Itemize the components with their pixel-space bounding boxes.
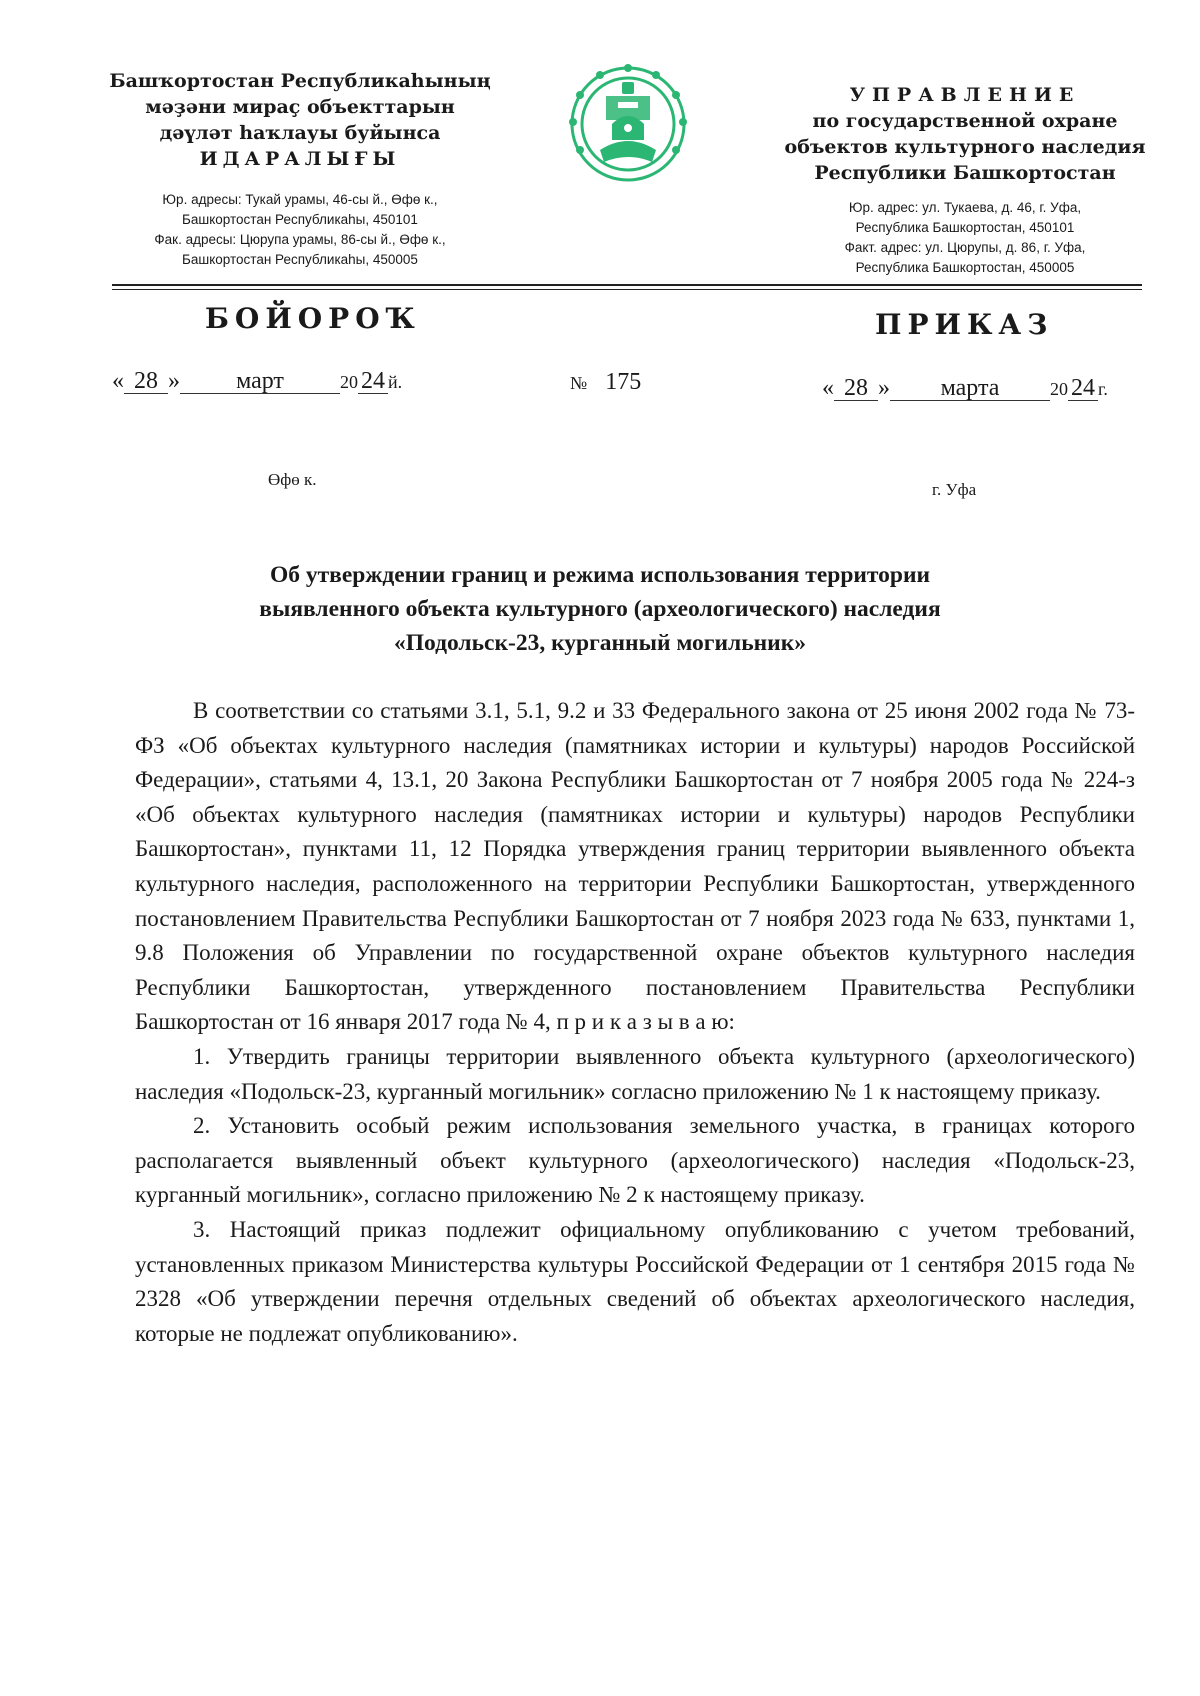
bashkortostan-coat-of-arms-icon (566, 62, 690, 186)
address-line: Юр. адрес: ул. Тукаева, д. 46, г. Уфа, (848, 200, 1082, 215)
title-line: Об утверждении границ и режима использования территории (269, 562, 931, 588)
title-line: выявленного объекта культурного (археологического) наследия (259, 596, 941, 622)
date-month: марта (890, 376, 1050, 401)
header-divider (112, 284, 1142, 286)
quote-open: « (112, 368, 124, 394)
date-month: март (180, 369, 340, 394)
date-year-prefix: 20 (340, 372, 358, 392)
header-left-line4: ИДАРАЛЫҒЫ (199, 148, 401, 170)
date-year-mark: г. (1098, 379, 1108, 399)
address-line: Башкортостан Республикаһы, 450005 (182, 252, 418, 267)
city-right: г. Уфа (932, 480, 977, 499)
header-right-line2: по государственной охране (812, 110, 1118, 132)
header-right (775, 82, 1155, 186)
address-line: Республика Башкортостан, 450005 (855, 260, 1075, 275)
header-left (95, 68, 505, 172)
body-paragraph-item-1: 1. Утвердить границы территории выявленного объекта культурного (археологического) наследия «Подольск-23, курганный могильник» согласно приложению № 1 к настоящему приказу. (135, 1043, 1135, 1104)
title-line: «Подольск-23, курганный могильник» (393, 630, 807, 656)
header-right-line1: УПРАВЛЕНИЕ (849, 84, 1081, 106)
header-divider-thin (112, 289, 1142, 290)
doc-number (570, 369, 641, 396)
city-left: Өфө к. (268, 470, 317, 489)
body-paragraph-preamble: В соответствии со статьями 3.1, 5.1, 9.2 и 33 Федерального закона от 25 июня 2002 года № 73-ФЗ «Об объектах культурного наследия (памятниках истории и культуры) народов Российской Федерации», статьями 4, 13.1, 20 Закона Республики Башкортостан от 7 ноября 2005 года № 224-з «Об объектах культурного наследия (памятниках истории и культуры) народов Республики Башкортостан», пунктами 11, 12 Порядка утверждения границ территории выявленного объекта культурного наследия, расположенного на территории Республики Башкортостан, утвержденного постановлением Правительства Республики Башкортостан от 7 ноября 2023 года № 633, пунктами 1, 9.8 Положения об Управлении по государственной охране объектов культурного наследия Республики Башкортостан, утвержденного постановлением Правительства Республики Башкортостан от 16 января 2017 года № 4, п р и к а з ы в а ю: (135, 698, 1135, 1035)
header-right-address (800, 198, 1130, 278)
doc-type-russian: ПРИКАЗ (875, 308, 1054, 341)
address-line: Фак. адресы: Цюрупа урамы, 86-сы й., Өфө к., (154, 232, 446, 247)
date-year-suffix: 24 (1068, 376, 1098, 401)
doc-type-bashkir: БОЙОРОҠ (205, 302, 421, 335)
date-day: 28 (124, 369, 168, 394)
address-line: Башкортостан Республикаһы, 450101 (182, 212, 418, 227)
header-right-line4: Республики Башкортостан (814, 162, 1116, 184)
address-line: Юр. адресы: Тукай урамы, 46-сы й., Өфө к., (162, 192, 438, 207)
header-left-line1: Башҡортостан Республикаһының (109, 70, 491, 92)
date-day: 28 (834, 376, 878, 401)
quote-open: « (822, 375, 834, 401)
body-paragraph-item-3: 3. Настоящий приказ подлежит официальному опубликованию с учетом требований, установленных приказом Министерства культуры Российской Федерации от 1 сентября 2015 года № 2328 «Об утверждении перечня отдельных сведений об объектах археологического наследия, которые не подлежат опубликованию». (135, 1216, 1135, 1346)
date-left (112, 368, 402, 395)
date-year-prefix: 20 (1050, 379, 1068, 399)
quote-close: » (878, 375, 890, 401)
document-body (135, 694, 1135, 1351)
date-year-mark: й. (388, 372, 403, 392)
header-left-line2: мәҙәни мираҫ объекттарын (145, 96, 455, 118)
date-right (822, 375, 1108, 402)
body-paragraph-item-2: 2. Установить особый режим использования земельного участка, в границах которого располагается выявленный объект культурного (археологического) наследия «Подольск-23, курганный могильник», согласно приложению № 2 к настоящему приказу. (135, 1113, 1135, 1208)
document-title (150, 558, 1050, 660)
doc-number-value: 175 (605, 369, 642, 395)
address-line: Республика Башкортостан, 450101 (855, 220, 1075, 235)
header-right-line3: объектов культурного наследия (784, 136, 1146, 158)
date-year-suffix: 24 (358, 369, 388, 394)
doc-number-label: № (570, 373, 588, 393)
header-left-line3: дәүләт һаҡлауы буйынса (159, 122, 441, 144)
header-left-address (115, 190, 485, 270)
address-line: Факт. адрес: ул. Цюрупы, д. 86, г. Уфа, (844, 240, 1086, 255)
quote-close: » (168, 368, 180, 394)
